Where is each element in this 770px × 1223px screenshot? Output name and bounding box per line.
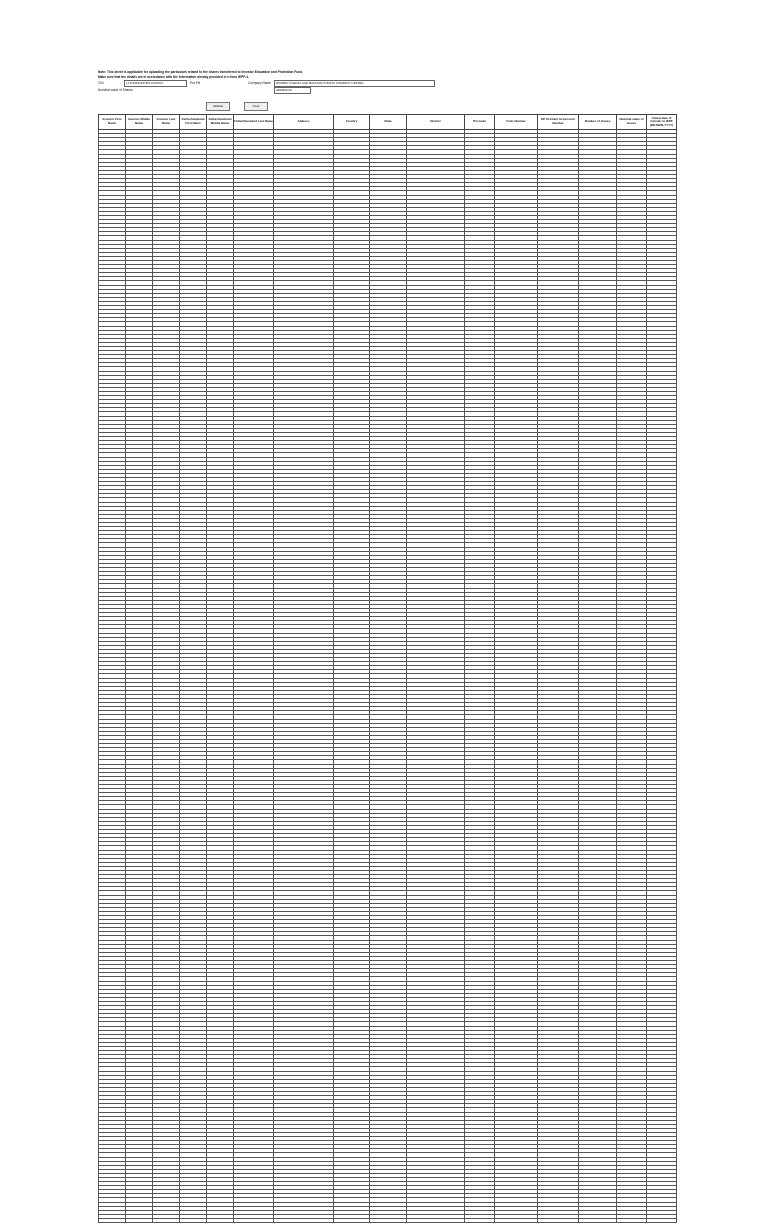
table-cell[interactable] <box>180 1218 207 1222</box>
investor-table <box>98 114 677 1223</box>
cin-label: CIN <box>98 81 104 86</box>
col-country: Country <box>334 115 370 130</box>
col-address: Address <box>274 115 334 130</box>
col-state: State <box>370 115 407 130</box>
prefill-label[interactable]: Pre-Fill <box>190 81 201 86</box>
table-cell[interactable] <box>538 1218 579 1222</box>
col-nominal-value: Nominal value of shares <box>617 115 647 130</box>
validate-button[interactable]: Validate <box>206 102 230 111</box>
table-cell[interactable] <box>370 1218 407 1222</box>
table-cell[interactable] <box>234 1218 274 1222</box>
cin-field[interactable]: L17120MH1973PLC016547 <box>124 80 187 87</box>
table-cell[interactable] <box>407 1218 465 1222</box>
table-cell[interactable] <box>153 1218 180 1222</box>
table-cell[interactable] <box>495 1218 538 1222</box>
col-district: District <box>407 115 465 130</box>
note-line-2: Make sure that the details are in accordance with the information already provided in e-form IEPF-4. <box>98 74 249 79</box>
table-cell[interactable] <box>126 1218 153 1222</box>
col-investor-middle-name: Investor Middle Name <box>126 115 153 130</box>
col-investor-first-name: Investor First Name <box>99 115 126 130</box>
table-cell[interactable] <box>334 1218 370 1222</box>
table-cell[interactable] <box>647 1218 677 1222</box>
table-body <box>99 130 677 1223</box>
nominal-value-label: Nominal value of Shares <box>98 88 133 93</box>
company-name-label: Company Name <box>248 81 272 86</box>
table-cell[interactable] <box>99 1218 126 1222</box>
col-dp-client-id: DP Id-Client Id-Account Number <box>538 115 579 130</box>
col-father-last-name: Father/Husband Last Name <box>234 115 274 130</box>
col-folio-number: Folio Number <box>495 115 538 130</box>
col-number-of-shares: Number of shares <box>579 115 617 130</box>
cin-row <box>98 80 676 87</box>
table-cell[interactable] <box>207 1218 234 1222</box>
table-cell[interactable] <box>465 1218 495 1222</box>
table-cell[interactable] <box>617 1218 647 1222</box>
col-investor-last-name: Investor Last Name <box>153 115 180 130</box>
table-row <box>99 1218 677 1222</box>
col-pin-code: Pin Code <box>465 115 495 130</box>
table-cell[interactable] <box>579 1218 617 1222</box>
table-header-row <box>99 115 677 130</box>
nominal-value-field[interactable]: 4484603.00 <box>274 87 311 94</box>
table-cell[interactable] <box>274 1218 334 1222</box>
col-father-first-name: Father/Husband First Name <box>180 115 207 130</box>
note-line-1: Note: This sheet is applicable for uploading the particulars related to the shares transferred to Investor Education and Protection Fund. <box>98 70 303 74</box>
col-father-middle-name: Father/Husband Middle Name <box>207 115 234 130</box>
clear-button[interactable]: Clear <box>244 102 268 111</box>
iepf-sheet <box>98 70 676 127</box>
nominal-value-row <box>98 87 676 94</box>
col-transfer-date: Actual date of transfer to IEPF (DD-MON-YYYY) <box>647 115 677 130</box>
company-name-field[interactable]: BOMBAY DYEING AND MANUFACTURING COMPANY LIMITED <box>274 80 435 87</box>
